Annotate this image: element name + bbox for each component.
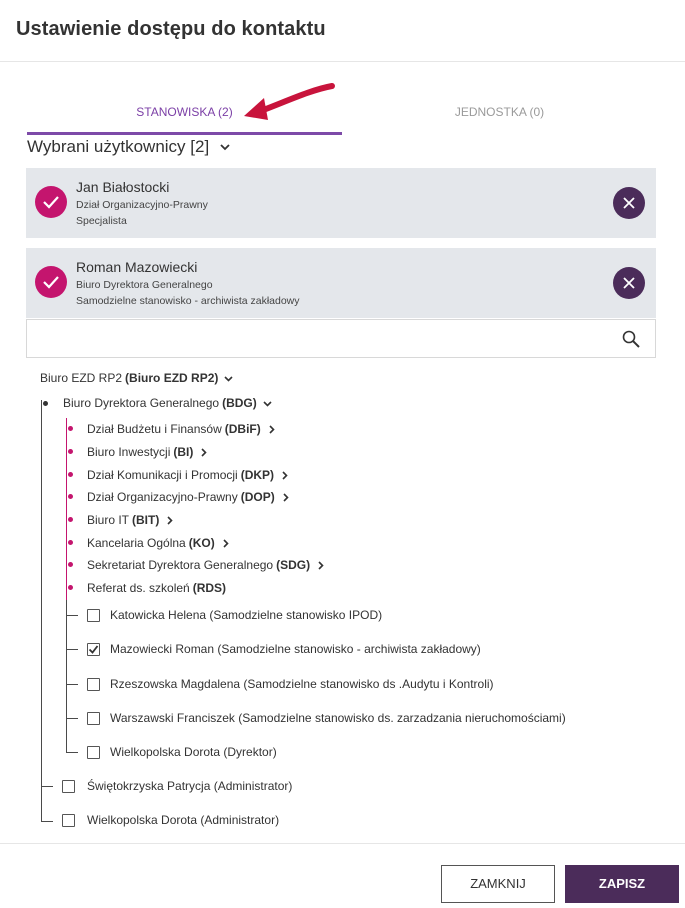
search-box [26,319,656,358]
annotation-arrow-icon [240,80,340,125]
tree-connector [66,718,78,719]
tree-node-name: Biuro Inwestycji [87,445,171,459]
user-department: Biuro Dyrektora Generalnego [76,279,213,291]
user-department: Dział Organizacyjno-Prawny [76,199,208,211]
tree-node-name: Sekretariat Dyrektora Generalnego [87,558,274,572]
position-checkbox[interactable] [62,780,75,793]
chevron-right-icon [281,493,290,502]
tree-connector [66,752,78,753]
check-icon [35,266,67,298]
close-icon [623,197,635,209]
selected-user-card [26,168,656,238]
tree-node-code: (BDG) [222,396,257,410]
user-name: Jan Białostocki [76,179,170,195]
tree-node-dot [68,472,73,477]
chevron-down-icon [263,399,272,408]
chevron-right-icon [199,448,208,457]
position-checkbox[interactable] [62,814,75,827]
tree-root-node[interactable] [40,370,233,386]
position-label: Rzeszowska Magdalena (Samodzielne stanowisko ds .Audytu i Kontroli) [110,677,494,691]
tree-connector [41,786,53,787]
chevron-right-icon [267,425,276,434]
chevron-right-icon [280,471,289,480]
tree-unit-bdg[interactable] [63,395,272,411]
selected-users-toggle[interactable] [27,136,231,158]
position-label: Wielkopolska Dorota (Dyrektor) [110,745,277,759]
tree-unit[interactable] [87,512,174,528]
chevron-right-icon [165,516,174,525]
position-label: Wielkopolska Dorota (Administrator) [87,813,280,827]
tree-node-code: (RDS) [192,581,227,595]
tree-connector [66,600,67,752]
tree-node-code: (DOP) [240,490,275,504]
chevron-down-icon [219,141,231,153]
tree-node-code: (BIT) [132,513,160,527]
tree-node-code: (SDG) [276,558,311,572]
tree-node-name: Dział Organizacyjno-Prawny [87,490,238,504]
tree-node-dot [68,494,73,499]
tree-unit[interactable] [87,535,230,551]
tree-connector [66,649,78,650]
selected-user-card [26,248,656,318]
tree-node-code: (BI) [173,445,194,459]
position-checkbox[interactable] [87,609,100,622]
check-icon [88,644,99,655]
position-checkbox[interactable] [87,643,100,656]
user-name: Roman Mazowiecki [76,259,198,275]
dialog-header [0,0,685,62]
tree-unit[interactable] [87,444,208,460]
tree-node-name: Dział Budżetu i Finansów [87,422,222,436]
user-role: Samodzielne stanowisko - archiwista zakładowy [76,295,300,307]
search-icon[interactable] [621,329,641,349]
tree-node-dot [68,585,73,590]
tree-unit[interactable] [87,421,276,437]
tree-node-name: Kancelaria Ogólna [87,536,186,550]
chevron-right-icon [221,539,230,548]
tree-node-code: (DBiF) [224,422,261,436]
position-label: Świętokrzyska Patrycja (Administrator) [87,779,293,793]
tree-node-name: Biuro IT [87,513,130,527]
tab-bar [27,95,657,135]
selected-users-label: Wybrani użytkownicy [2] [27,137,210,156]
check-icon [35,186,67,218]
tree-node-dot [68,562,73,567]
position-label: Katowicka Helena (Samodzielne stanowisko IPOD) [110,608,383,622]
position-checkbox[interactable] [87,678,100,691]
tree-node-name: Dział Komunikacji i Promocji [87,468,238,482]
close-button[interactable]: ZAMKNIJ [441,865,555,903]
tree-node-code: (KO) [188,536,215,550]
close-icon [623,277,635,289]
tab-stanowiska[interactable]: STANOWISKA (2) [27,95,342,135]
position-checkbox[interactable] [87,712,100,725]
dialog-footer [0,843,685,908]
tree-node-dot [68,517,73,522]
tree-connector [41,821,53,822]
tree-unit[interactable] [87,580,226,596]
tree-node-dot [68,426,73,431]
tree-node-name: Biuro EZD RP2 [40,371,123,385]
dialog-title: Ustawienie dostępu do kontaktu [16,18,326,40]
tree-connector [66,684,78,685]
tree-unit[interactable] [87,489,290,505]
chevron-down-icon [224,374,233,383]
user-role: Specjalista [76,215,127,227]
tree-connector [41,400,42,822]
tree-node-dot [68,540,73,545]
position-label: Mazowiecki Roman (Samodzielne stanowisko - archiwista zakładowy) [110,642,481,656]
search-input[interactable] [35,326,605,352]
position-label: Warszawski Franciszek (Samodzielne stanowisko ds. zarzadzania nieruchomościami) [110,711,566,725]
tree-node-code: (Biuro EZD RP2) [125,371,219,385]
remove-user-button[interactable] [613,267,645,299]
tree-node-code: (DKP) [240,468,275,482]
tree-connector [66,615,78,616]
tree-node-name: Biuro Dyrektora Generalnego [63,396,220,410]
tree-unit[interactable] [87,557,325,573]
tree-node-dot [68,449,73,454]
tree-unit[interactable] [87,467,289,483]
tree-node-dot [43,401,48,406]
tree-node-name: Referat ds. szkoleń [87,581,190,595]
remove-user-button[interactable] [613,187,645,219]
chevron-right-icon [316,561,325,570]
save-button[interactable]: ZAPISZ [565,865,679,903]
position-checkbox[interactable] [87,746,100,759]
tab-jednostka[interactable]: JEDNOSTKA (0) [454,105,545,119]
